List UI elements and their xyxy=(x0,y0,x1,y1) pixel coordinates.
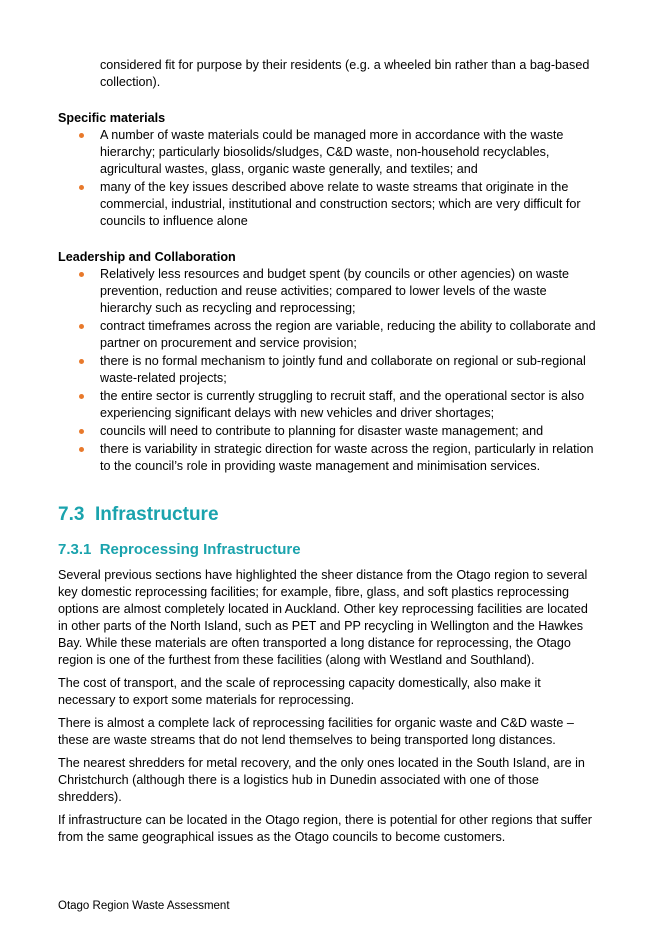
list-item: the entire sector is currently struggling to recruit staff, and the operational sector is also experiencing significant delays with new vehicles and driver shortages; xyxy=(58,388,598,422)
paragraph: Several previous sections have highlighted the sheer distance from the Otago region to several key domestic reprocessing facilities; for example, fibre, glass, and soft plastics reprocessing options are almost completely located in Auckland. Other key reprocessing facilities are located in other parts of the North Island, such as PET and PP recycling in Wellington and the Hawkes Bay. While these materials are often transported a long distance for reprocessing, the Otago region is one of the furthest from these facilities (along with Westland and Southland). xyxy=(58,568,588,667)
specific-materials-heading: Specific materials xyxy=(58,111,166,125)
section-number: 7.3 xyxy=(58,504,85,525)
bullet-icon xyxy=(79,359,84,364)
subsection-title: Reprocessing Infrastructure xyxy=(99,541,301,558)
leadership-list xyxy=(58,266,598,476)
body-text xyxy=(58,567,593,852)
list-item: there is no formal mechanism to jointly fund and collaborate on regional or sub-regional waste-related projects; xyxy=(58,353,598,387)
bullet-icon xyxy=(79,429,84,434)
page-footer: Otago Region Waste Assessment xyxy=(58,900,230,912)
bullet-icon xyxy=(79,447,84,452)
list-item: A number of waste materials could be managed more in accordance with the waste hierarchy; particularly biosolids/sludges, C&D waste, non-household recyclables, agricultural wastes, glass, organic waste generally, and textiles; and xyxy=(58,127,598,178)
list-item: Relatively less resources and budget spent (by councils or other agencies) on waste prevention, reduction and reuse activities; compared to lower levels of the waste hierarchy such as recycling and reprocessing; xyxy=(58,266,598,317)
bullet-icon xyxy=(79,185,84,190)
paragraph: The nearest shredders for metal recovery, and the only ones located in the South Island, are in Christchurch (although there is a logistics hub in Dunedin associated with one of those shredders). xyxy=(58,756,585,804)
bullet-icon xyxy=(79,133,84,138)
paragraph: The cost of transport, and the scale of reprocessing capacity domestically, also make it necessary to export some materials for reprocessing. xyxy=(58,676,541,707)
subsection-heading xyxy=(58,540,301,560)
list-item: contract timeframes across the region are variable, reducing the ability to collaborate and partner on procurement and service provision; xyxy=(58,318,598,352)
bullet-icon xyxy=(79,394,84,399)
bullet-icon xyxy=(79,272,84,277)
leadership-heading: Leadership and Collaboration xyxy=(58,250,236,264)
list-item: many of the key issues described above relate to waste streams that originate in the commercial, industrial, institutional and construction sectors; which are very difficult for councils to influence alone xyxy=(58,179,598,230)
bullet-icon xyxy=(79,324,84,329)
paragraph: There is almost a complete lack of reprocessing facilities for organic waste and C&D waste – these are waste streams that do not lend themselves to being transported long distances. xyxy=(58,716,574,747)
list-item: there is variability in strategic direction for waste across the region, particularly in relation to the council’s role in providing waste management and minimisation services. xyxy=(58,441,598,475)
list-item: councils will need to contribute to planning for disaster waste management; and xyxy=(58,423,598,440)
section-heading xyxy=(58,503,219,527)
section-title: Infrastructure xyxy=(94,504,219,525)
continuation-text: considered fit for purpose by their residents (e.g. a wheeled bin rather than a bag-based collection). xyxy=(100,58,590,89)
specific-materials-list xyxy=(58,127,598,231)
subsection-number: 7.3.1 xyxy=(58,541,92,558)
paragraph: If infrastructure can be located in the Otago region, there is potential for other regions that suffer from the same geographical issues as the Otago councils to become customers. xyxy=(58,813,592,844)
